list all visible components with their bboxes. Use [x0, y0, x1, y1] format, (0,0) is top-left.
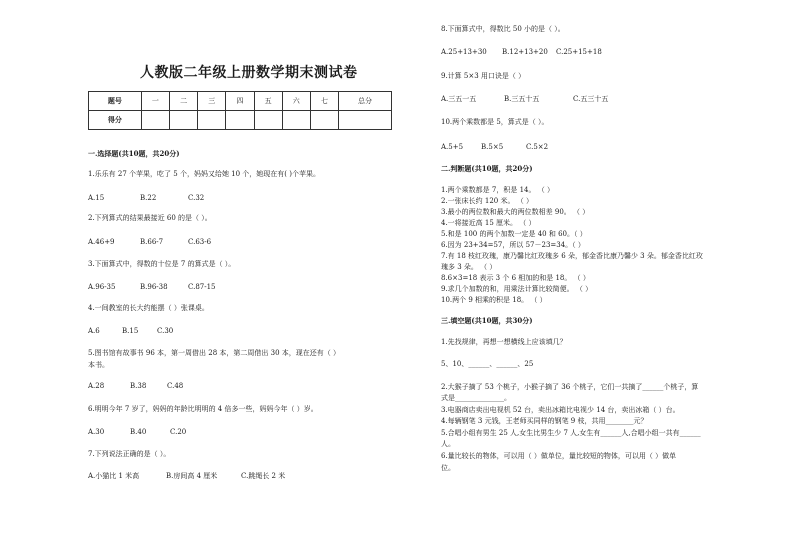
q2-option-c[interactable]: C.63-6: [188, 238, 212, 246]
q5-option-a[interactable]: A.28: [88, 382, 105, 390]
q10-option-b[interactable]: B.5×5: [481, 143, 504, 151]
score-cell[interactable]: [310, 111, 338, 130]
question-4: 4.一间教室的长大约能摆（ ）张课桌。: [88, 304, 209, 312]
judge-item[interactable]: 10.两个 9 相乘的积是 18。 （ ）: [441, 296, 547, 304]
score-table-score-row: [89, 111, 392, 130]
judge-item[interactable]: 8.6×3=18 表示 3 个 6 相加的和是 18。 （ ）: [441, 274, 590, 282]
judge-item[interactable]: 3.最小的两位数和最大的两位数相差 90。 （ ）: [441, 208, 590, 216]
fill-question-1-sequence[interactable]: 5、10、______、______、25: [441, 360, 534, 368]
judge-item[interactable]: 9.求几个加数的和，用乘法计算比较简便。 （ ）: [441, 285, 593, 293]
score-header-cell: 二: [170, 92, 198, 111]
question-1: 1.乐乐有 27 个苹果，吃了 5 个，妈妈又给她 10 个，她现在有( )个苹果。: [88, 170, 320, 178]
fill-question-5-line2[interactable]: 人。: [441, 440, 455, 448]
q1-option-b[interactable]: B.22: [140, 194, 157, 202]
fill-question-4[interactable]: 4.每辆钢笔 3 元钱，王老师买同样的钢笔 9 枝，共用________元？: [441, 417, 648, 425]
q6-option-c[interactable]: C.20: [170, 428, 187, 436]
score-cell[interactable]: [198, 111, 226, 130]
q1-option-c[interactable]: C.32: [188, 194, 205, 202]
score-header-cell: 六: [282, 92, 310, 111]
section-heading-fill: 三.填空题(共10题，共30分): [441, 316, 533, 325]
score-cell[interactable]: [141, 111, 169, 130]
q6-option-a[interactable]: A.30: [88, 428, 105, 436]
q3-option-a[interactable]: A.96-35: [88, 283, 116, 291]
q10-option-a[interactable]: A.5+5: [441, 143, 464, 151]
q7-option-b[interactable]: B.房间高 4 厘米: [166, 472, 218, 480]
score-table-header-row: [89, 92, 392, 111]
q1-option-a[interactable]: A.15: [88, 194, 105, 202]
q5-option-c[interactable]: C.48: [167, 382, 184, 390]
score-cell[interactable]: [339, 111, 392, 130]
judge-item[interactable]: 7.有 18 枝红玫瑰，康乃馨比红玫瑰多 6 朵，郁金香比康乃馨少 3 朵。郁金香比红玫: [441, 252, 703, 260]
q4-option-a[interactable]: A.6: [88, 327, 100, 335]
judge-item[interactable]: 4.一将接近高 15 厘米。 （ ）: [441, 219, 536, 227]
question-8: 8.下面算式中，得数比 50 小的是（ ）。: [441, 25, 565, 33]
q8-option-b[interactable]: B.12+13+20: [502, 48, 548, 56]
fill-question-2-line1[interactable]: 2.大猴子摘了 53 个桃子，小猴子摘了 36 个桃子，它们一共摘了______个桃子，算: [441, 383, 699, 391]
judge-item[interactable]: 瑰多 3 朵。 （ ）: [441, 263, 497, 271]
judge-item[interactable]: 2.一张床长约 120 米。 （ ）: [441, 197, 533, 205]
fill-question-2-line2[interactable]: 式是______________。: [441, 394, 511, 402]
question-7: 7.下列说法正确的是（ ）。: [88, 450, 171, 458]
q6-option-b[interactable]: B.40: [130, 428, 147, 436]
score-header-cell: 总分: [339, 92, 392, 111]
question-6: 6.明明今年 7 岁了，妈妈的年龄比明明的 4 倍多一些，妈妈今年（ ）岁。: [88, 405, 318, 413]
q9-option-b[interactable]: B.三五十五: [504, 95, 540, 103]
question-10: 10.两个乘数都是 5，算式是（ ）。: [441, 118, 549, 126]
judge-item[interactable]: 1.两个乘数都是 7，积是 14。 （ ）: [441, 186, 554, 194]
question-2: 2.下列算式的结果最接近 60 的是（ ）。: [88, 214, 212, 222]
score-header-cell: 三: [198, 92, 226, 111]
q3-option-b[interactable]: B.96-38: [140, 283, 168, 291]
q9-option-a[interactable]: A.三五一五: [441, 95, 477, 103]
score-cell[interactable]: [170, 111, 198, 130]
q8-option-a[interactable]: A.25+13+30: [441, 48, 487, 56]
section-heading-judge: 二.判断题(共10题，共20分): [441, 164, 533, 173]
judge-item[interactable]: 5.和是 100 的两个加数一定是 40 和 60。（ ）: [441, 230, 587, 238]
score-header-cell: 七: [310, 92, 338, 111]
q4-option-c[interactable]: C.30: [157, 327, 174, 335]
score-table: [88, 91, 392, 130]
score-header-cell: 一: [141, 92, 169, 111]
score-cell[interactable]: [282, 111, 310, 130]
q2-option-a[interactable]: A.46+9: [88, 238, 115, 246]
question-3: 3.下面算式中，得数的十位是 7 的算式是（ ）。: [88, 260, 236, 268]
score-cell[interactable]: [226, 111, 254, 130]
score-cell[interactable]: [254, 111, 282, 130]
q7-option-c[interactable]: C.跳绳长 2 米: [241, 472, 286, 480]
q10-option-c[interactable]: C.5×2: [526, 143, 549, 151]
fill-question-5-line1[interactable]: 5.合唱小组有男生 25 人,女生比男生少 7 人,女生有______人,合唱小组一共有______: [441, 429, 701, 437]
judge-item[interactable]: 6.因为 23+34=57，所以 57－23=34。（ ）: [441, 241, 585, 249]
q2-option-b[interactable]: B.66-7: [140, 238, 164, 246]
section-heading-choice: 一.选择题(共10题，共20分): [88, 149, 180, 158]
q5-option-b[interactable]: B.38: [130, 382, 147, 390]
score-header-cell: 五: [254, 92, 282, 111]
question-9: 9.计算 5×3 用口诀是（ ）: [441, 72, 526, 80]
score-header-cell: 四: [226, 92, 254, 111]
q8-option-c[interactable]: C.25+15+18: [556, 48, 602, 56]
q7-option-a[interactable]: A.小猫比 1 米高: [88, 472, 140, 480]
q4-option-b[interactable]: B.15: [122, 327, 139, 335]
fill-question-1: 1.先找规律，再想一想横线上应该填几？: [441, 338, 567, 346]
fill-question-6-line1[interactable]: 6.量比较长的物体，可以用（ ）做单位，量比较短的物体，可以用（ ）做单: [441, 452, 677, 460]
fill-question-6-line2[interactable]: 位。: [441, 464, 455, 472]
page-title: 人教版二年级上册数学期末测试卷: [140, 65, 358, 81]
q3-option-c[interactable]: C.87-15: [188, 283, 216, 291]
score-row-label: 得分: [89, 111, 142, 130]
q9-option-c[interactable]: C.五三十五: [573, 95, 609, 103]
fill-question-3[interactable]: 3.电器商店卖出电视机 52 台，卖出冰箱比电视少 14 台，卖出冰箱（ ）台。: [441, 406, 680, 414]
question-5-line1: 5.图书馆有故事书 96 本，第一周借出 28 本，第二周借出 30 本，现在还有（ ）: [88, 349, 340, 357]
score-header-cell: 题号: [89, 92, 142, 111]
question-5-line2: 本书。: [88, 361, 109, 369]
